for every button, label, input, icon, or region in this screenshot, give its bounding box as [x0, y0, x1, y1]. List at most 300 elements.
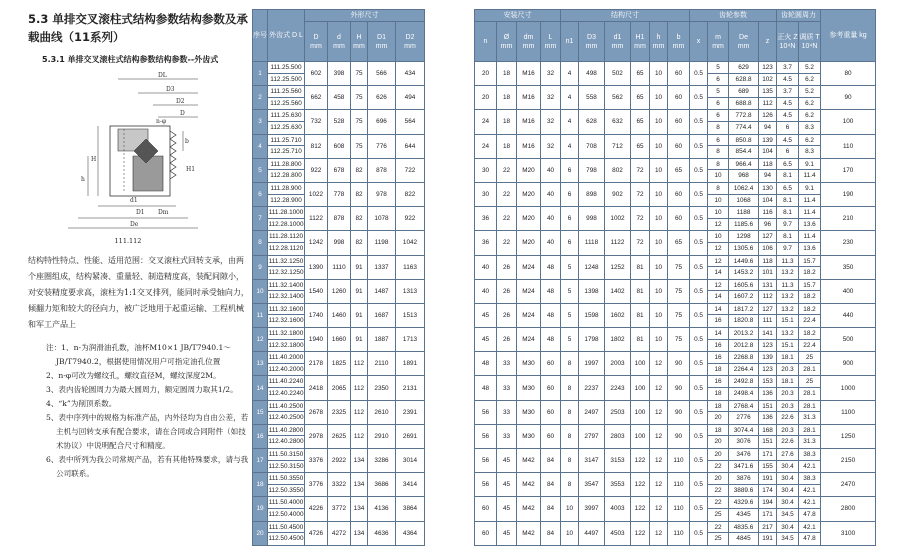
diagram-label: d1	[130, 197, 138, 204]
gear-cell	[799, 449, 821, 473]
gear-value: 16	[714, 341, 722, 349]
table-cell: 82	[351, 158, 368, 182]
subsection-title: 5.3.1 单排交叉滚柱式结构参数结构参数--外齿式	[42, 55, 219, 64]
gear-value: 94	[763, 123, 772, 131]
table-cell: 56	[475, 424, 497, 448]
table-cell: 3376	[305, 449, 328, 473]
gear-value: 5	[708, 86, 728, 98]
table-cell: 0.5	[690, 110, 708, 134]
table-cell: 3147	[579, 449, 605, 473]
model-number: 112.25.710	[270, 148, 302, 156]
gear-cell	[799, 279, 821, 303]
table-cell: 6	[561, 158, 579, 182]
gear-cell	[759, 328, 777, 352]
gear-value: 6	[785, 148, 790, 156]
table-cell: 3776	[305, 473, 328, 497]
table-cell: 75	[668, 279, 690, 303]
table-cell: 4	[561, 134, 579, 158]
table-cell: 10	[561, 497, 579, 521]
gear-cell	[708, 207, 729, 231]
table-cell: 6	[561, 182, 579, 206]
table-cell: 75	[668, 303, 690, 327]
model-number: 112.32.1400	[268, 293, 304, 301]
note-item: 2、n-φ可改为螺纹孔，螺纹直径M，螺纹深度2M。	[46, 371, 221, 380]
gear-cell	[799, 255, 821, 279]
table-cell: M24	[517, 255, 541, 279]
table-cell: 2065	[328, 376, 351, 400]
table-cell: 0.5	[690, 62, 708, 86]
table-cell: 122	[631, 497, 650, 521]
gear-value: 1188	[729, 207, 758, 219]
gear-cell	[708, 497, 729, 521]
table-cell: 65	[631, 62, 650, 86]
gear-value: 22.4	[803, 317, 816, 325]
model-cell	[268, 279, 305, 303]
table-cell: 10	[253, 279, 268, 303]
table-cell: M30	[517, 424, 541, 448]
table-row	[475, 328, 876, 352]
gear-cell	[777, 424, 799, 448]
gear-value: 136	[762, 414, 773, 422]
gear-value: 22	[714, 486, 722, 494]
table-cell: 75	[351, 110, 368, 134]
header-col: x	[690, 22, 708, 62]
model-number: 112.28.1120	[268, 244, 304, 252]
table-row	[253, 207, 425, 231]
table-cell: 100	[631, 424, 650, 448]
model-number: 111.25.560	[268, 86, 304, 98]
table-cell: M20	[517, 231, 541, 255]
table-cell: 14	[253, 376, 268, 400]
gear-value: 155	[762, 462, 773, 470]
table-cell: 12	[650, 497, 668, 521]
table-cell: 0.5	[690, 134, 708, 158]
table-cell: 0.5	[690, 376, 708, 400]
model-number: 112.28.900	[270, 196, 302, 204]
gear-value: 11.3	[777, 256, 798, 268]
table-cell: 712	[605, 134, 631, 158]
gear-cell	[759, 303, 777, 327]
table-cell: 500	[821, 328, 876, 352]
table-cell: M24	[517, 303, 541, 327]
table-cell: 632	[605, 110, 631, 134]
table-cell: 60	[541, 352, 561, 376]
table-cell: 75	[668, 255, 690, 279]
table-cell: 434	[396, 62, 425, 86]
gear-value: 4329.6	[729, 497, 758, 509]
gear-value: 102	[762, 75, 773, 83]
table-cell: M30	[517, 400, 541, 424]
table-row	[253, 110, 425, 134]
gear-cell	[729, 449, 759, 473]
table-cell: 81	[631, 328, 650, 352]
table-cell: 45	[475, 328, 497, 352]
gear-cell	[708, 449, 729, 473]
table-cell: 12	[253, 328, 268, 352]
table-cell: 1390	[305, 255, 328, 279]
table-cell: 60	[668, 207, 690, 231]
gear-cell	[777, 207, 799, 231]
gear-value: 2498.4	[733, 390, 754, 398]
gear-cell	[708, 352, 729, 376]
model-number: 111.40.2000	[268, 352, 304, 364]
table-cell: 32	[541, 134, 561, 158]
gear-cell	[777, 110, 799, 134]
table-cell: 26	[497, 279, 517, 303]
table-cell: M16	[517, 134, 541, 158]
table-cell: 36	[475, 231, 497, 255]
gear-cell	[799, 86, 821, 110]
table-cell: 190	[821, 182, 876, 206]
table-cell: 112	[351, 400, 368, 424]
table-cell: 10	[650, 207, 668, 231]
header-col: H mm	[351, 22, 368, 62]
gear-value: 25	[799, 352, 820, 364]
table-row	[253, 279, 425, 303]
gear-cell	[729, 86, 759, 110]
gear-cell	[799, 424, 821, 448]
model-number: 112.40.2800	[268, 438, 304, 446]
gear-cell	[759, 352, 777, 376]
gear-value: 194	[759, 497, 776, 509]
header-group-outline: 外形尺寸	[305, 10, 425, 22]
gear-cell	[708, 231, 729, 255]
diagram-label: D3	[166, 86, 175, 93]
model-number: 112.50.4000	[268, 510, 304, 518]
model-number: 112.40.2240	[268, 390, 304, 398]
gear-cell	[729, 424, 759, 448]
table-cell: 440	[821, 303, 876, 327]
table-cell: 10	[650, 62, 668, 86]
table-cell: 812	[305, 134, 328, 158]
gear-value: 30.4	[777, 522, 798, 534]
gear-value: 168	[759, 425, 776, 437]
table-cell: 110	[668, 449, 690, 473]
model-cell	[268, 231, 305, 255]
table-row	[475, 158, 876, 182]
gear-value: 28.1	[803, 390, 816, 398]
model-cell	[268, 182, 305, 206]
table-cell: 878	[368, 158, 396, 182]
table-cell: 978	[368, 182, 396, 206]
table-cell: 1000	[821, 376, 876, 400]
diagram-label: D2	[176, 98, 185, 105]
gear-cell	[729, 303, 759, 327]
gear-value: 13.6	[803, 244, 816, 252]
table-cell: 8	[561, 400, 579, 424]
table-cell: 45	[497, 497, 517, 521]
model-number: 111.32.1400	[268, 280, 304, 292]
header-group-install: 安装尺寸	[475, 10, 561, 22]
table-cell: 2325	[328, 400, 351, 424]
gear-value: 30.4	[781, 462, 794, 470]
table-cell: 8	[561, 449, 579, 473]
model-number: 111.50.4000	[268, 497, 304, 509]
table-cell: 112	[351, 424, 368, 448]
table-cell: 12	[650, 449, 668, 473]
gear-cell	[708, 328, 729, 352]
model-number: 112.40.2000	[268, 365, 304, 373]
table-cell: 2625	[328, 424, 351, 448]
diagram-label: Dm	[158, 209, 169, 216]
gear-value: 4.5	[783, 75, 792, 83]
table-cell: 84	[541, 521, 561, 545]
table-cell: 5	[253, 158, 268, 182]
model-number: 112.32.1800	[268, 341, 304, 349]
table-cell: 2800	[821, 497, 876, 521]
gear-value: 217	[759, 522, 776, 534]
table-cell: 170	[821, 158, 876, 182]
table-cell: 3864	[396, 497, 425, 521]
table-cell: 18	[497, 62, 517, 86]
gear-cell	[777, 449, 799, 473]
table-row	[475, 352, 876, 376]
table-cell: 0.5	[690, 473, 708, 497]
gear-cell	[777, 86, 799, 110]
gear-value: 8	[716, 123, 720, 131]
table-cell: 45	[497, 473, 517, 497]
gear-cell	[759, 134, 777, 158]
table-row	[475, 86, 876, 110]
gear-value: 4.5	[777, 110, 798, 122]
table-cell: 2610	[368, 400, 396, 424]
table-cell: 2910	[368, 424, 396, 448]
table-cell: M24	[517, 279, 541, 303]
diagram-label: h	[81, 176, 85, 183]
gear-value: 1298	[729, 231, 758, 243]
table-cell: 40	[541, 182, 561, 206]
table-cell: 110	[668, 497, 690, 521]
gear-cell	[777, 279, 799, 303]
table-cell: 110	[668, 521, 690, 545]
table-cell: 12	[650, 424, 668, 448]
gear-value: 25	[799, 376, 820, 388]
table-cell: M16	[517, 62, 541, 86]
gear-value: 116	[759, 207, 776, 219]
gear-cell	[799, 110, 821, 134]
gear-value: 5.2	[799, 86, 820, 98]
model-number: 112.50.3550	[268, 486, 304, 494]
table-cell: 33	[497, 352, 517, 376]
model-number: 111.40.2240	[268, 376, 304, 388]
table-cell: 12	[650, 352, 668, 376]
gear-value: 42.1	[799, 522, 820, 534]
model-number: 111.28.900	[268, 183, 304, 195]
bearing-cross-section-diagram	[58, 71, 208, 231]
note-item: 3、表内齿轮圆周力为最大圆周力，额定圆周力取其1/2。	[46, 385, 238, 394]
model-number: 112.50.4500	[268, 535, 304, 543]
table-cell: 350	[821, 255, 876, 279]
gear-value: 3076	[736, 438, 751, 446]
gear-cell	[777, 62, 799, 86]
table-cell: 0.5	[690, 424, 708, 448]
table-cell: 40	[541, 231, 561, 255]
table-cell: 878	[328, 207, 351, 231]
table-cell: 2350	[368, 376, 396, 400]
gear-cell	[799, 207, 821, 231]
gear-cell	[777, 352, 799, 376]
table-row	[253, 473, 425, 497]
table-cell: 2678	[305, 400, 328, 424]
table-cell: M24	[517, 328, 541, 352]
gear-value: 38.3	[799, 473, 820, 485]
gear-value: 112	[762, 293, 773, 301]
table-cell: 1402	[605, 279, 631, 303]
gear-value: 18.2	[799, 304, 820, 316]
gear-value: 118	[759, 256, 776, 268]
gear-cell	[708, 158, 729, 182]
model-number: 112.50.3150	[268, 462, 304, 470]
gear-cell	[777, 303, 799, 327]
table-row	[253, 134, 425, 158]
table-cell: 564	[396, 110, 425, 134]
table-cell: 90	[668, 400, 690, 424]
table-cell: 17	[253, 449, 268, 473]
table-cell: 45	[497, 449, 517, 473]
gear-value: 772.8	[729, 110, 758, 122]
gear-cell	[799, 400, 821, 424]
table-cell: M30	[517, 376, 541, 400]
gear-value: 18.2	[803, 269, 816, 277]
table-cell: 1042	[396, 231, 425, 255]
table-cell: 8	[561, 424, 579, 448]
header-col: De mm	[729, 22, 759, 62]
table-cell: 33	[497, 424, 517, 448]
table-cell: 2922	[328, 449, 351, 473]
table-cell: 40	[541, 207, 561, 231]
table-cell: 1940	[305, 328, 328, 352]
table-cell: 48	[475, 376, 497, 400]
table-cell: 4	[561, 110, 579, 134]
table-cell: 56	[475, 473, 497, 497]
gear-value: 141	[759, 328, 776, 340]
model-cell	[268, 303, 305, 327]
gear-value: 688.8	[735, 99, 752, 107]
model-cell	[268, 62, 305, 86]
gear-value: 8.1	[777, 231, 798, 243]
table-cell: 8	[561, 473, 579, 497]
header-col: D2 mm	[396, 22, 425, 62]
table-cell: 11	[253, 303, 268, 327]
table-row	[475, 497, 876, 521]
diagram-label: H1	[186, 166, 196, 173]
table-cell: 65	[631, 110, 650, 134]
table-cell: 8	[561, 352, 579, 376]
table-cell: 1740	[305, 303, 328, 327]
gear-cell	[708, 86, 729, 110]
gear-value: 1068	[736, 196, 751, 204]
gear-cell	[759, 207, 777, 231]
gear-value: 1453.2	[733, 269, 754, 277]
table-row	[253, 424, 425, 448]
table-cell: 608	[328, 134, 351, 158]
gear-value: 8	[708, 159, 728, 171]
gear-value: 34.5	[781, 535, 794, 543]
gear-value: 25	[714, 535, 722, 543]
table-cell: 398	[328, 62, 351, 86]
model-number: 111.50.3550	[268, 473, 304, 485]
table-cell: 1078	[368, 207, 396, 231]
gear-value: 13.2	[777, 328, 798, 340]
model-number: 111.32.1250	[268, 256, 304, 268]
model-number: 111.28.1120	[268, 231, 304, 243]
gear-cell	[777, 328, 799, 352]
gear-cell	[799, 376, 821, 400]
table-cell: 26	[497, 328, 517, 352]
gear-value: 9.7	[783, 244, 792, 252]
gear-value: 1449.6	[729, 256, 758, 268]
table-cell: 6	[253, 182, 268, 206]
gear-value: 127	[759, 304, 776, 316]
model-number: 111.25.500	[268, 62, 304, 74]
gear-cell	[708, 255, 729, 279]
table-cell: 48	[541, 328, 561, 352]
header-col: Ø mm	[497, 22, 517, 62]
table-cell: 0.5	[690, 231, 708, 255]
table-row	[475, 134, 876, 158]
table-cell: 708	[579, 134, 605, 158]
table-cell: 1825	[328, 352, 351, 376]
table-cell: 922	[305, 158, 328, 182]
table-cell: 5	[561, 303, 579, 327]
table-cell: 3553	[605, 473, 631, 497]
gear-value: 27.6	[777, 449, 798, 461]
table-cell: 1802	[605, 328, 631, 352]
table-cell: 1252	[605, 255, 631, 279]
header-col: d mm	[328, 22, 351, 62]
gear-value: 20	[714, 438, 722, 446]
table-cell: 15	[253, 400, 268, 424]
table-cell: 75	[668, 328, 690, 352]
table-cell: 13	[253, 352, 268, 376]
table-cell: 566	[368, 62, 396, 86]
section-title: 5.3 单排交叉滚柱式结构参数结构参数及承载曲线（11系列）	[28, 12, 248, 44]
table-cell: 3547	[579, 473, 605, 497]
table-cell: 65	[668, 231, 690, 255]
gear-value: 42.1	[803, 462, 816, 470]
table-cell: 48	[541, 255, 561, 279]
header-col: n	[475, 22, 497, 62]
table-cell: 10	[650, 86, 668, 110]
table-cell: 24	[475, 110, 497, 134]
table-cell: 6	[561, 231, 579, 255]
model-cell	[268, 424, 305, 448]
gear-value: 30.4	[777, 473, 798, 485]
gear-value: 22.6	[781, 438, 794, 446]
model-number: 112.32.1600	[268, 317, 304, 325]
table-row	[253, 255, 425, 279]
table-cell: 1887	[368, 328, 396, 352]
table-cell: 2131	[396, 376, 425, 400]
table-cell: 18	[497, 110, 517, 134]
gear-value: 22	[714, 462, 722, 470]
table-cell: 18	[497, 86, 517, 110]
table-cell: 75	[351, 134, 368, 158]
gear-value: 47.8	[803, 535, 816, 543]
table-cell: 90	[821, 86, 876, 110]
gear-value: 28.1	[803, 365, 816, 373]
table-cell: 1198	[368, 231, 396, 255]
header-col: L mm	[541, 22, 561, 62]
table-cell: M30	[517, 352, 541, 376]
feature-description: 结构特性特点、性能、适用范围：交叉滚柱式回转支承，由两个座圈组成，结构紧凑、重量轻、制造精度高，装配间隙小，对安装精度要求高，滚柱为1:1交叉排列，能同时承受轴向力，倾翻力矩和较大的径向力，被广泛地用于起重运输、工程机械和军工产品上	[28, 256, 249, 329]
gear-value: 171	[762, 510, 773, 518]
gear-cell	[729, 376, 759, 400]
gear-cell	[759, 255, 777, 279]
gear-value: 8	[716, 148, 720, 156]
table-cell: 1118	[579, 231, 605, 255]
table-cell: 72	[631, 158, 650, 182]
